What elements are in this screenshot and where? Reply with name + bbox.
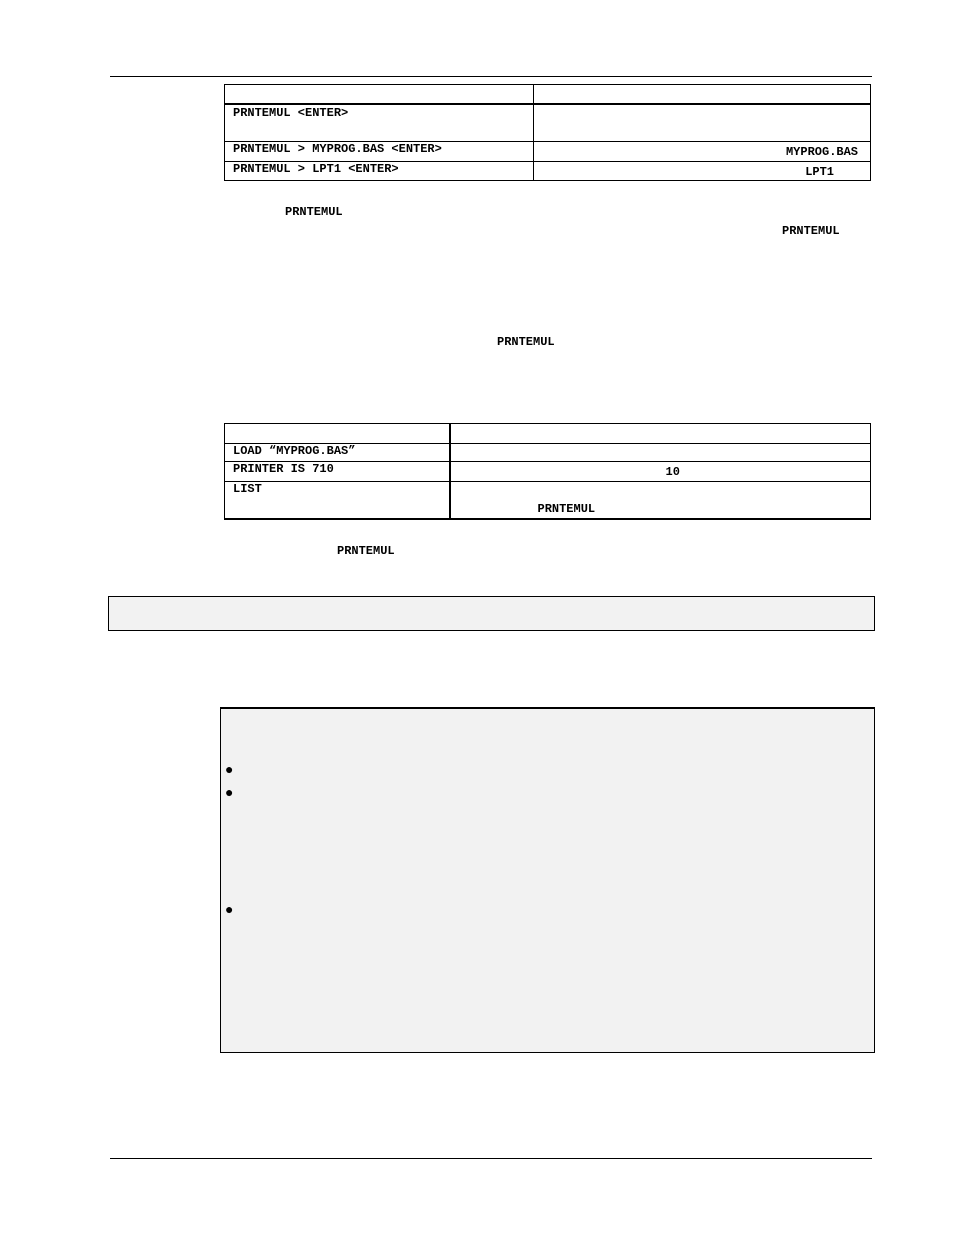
bullet-icon: ●: [225, 901, 234, 917]
inline-code-ref: PRNTEMUL: [285, 205, 343, 219]
header-cell: [534, 85, 871, 105]
header-cell: [225, 424, 450, 444]
table-row: [225, 444, 871, 462]
bullet-icon: ●: [225, 761, 234, 777]
table-row: [225, 161, 871, 180]
statement-table: [224, 423, 871, 520]
header-cell: [450, 424, 871, 444]
bullet-icon: ●: [225, 784, 234, 800]
result-cell: PRNTEMUL: [450, 482, 871, 519]
result-cell: MYPROG.BAS: [534, 141, 871, 161]
table-header-row: [225, 424, 871, 444]
table-row: [225, 104, 871, 141]
note-box: [220, 707, 875, 1053]
section-heading-bar: [108, 596, 875, 631]
table-row: [225, 482, 871, 519]
statement-cell: LIST: [225, 482, 450, 519]
command-cell: PRNTEMUL <ENTER>: [225, 104, 534, 141]
inline-code-ref: PRNTEMUL: [497, 335, 555, 349]
result-cell: [450, 444, 871, 462]
footer-rule: [110, 1158, 872, 1159]
result-cell: [534, 104, 871, 141]
result-cell: 10: [450, 462, 871, 482]
command-cell: PRNTEMUL > LPT1 <ENTER>: [225, 161, 534, 180]
table-row: [225, 141, 871, 161]
table-row: [225, 462, 871, 482]
command-table: [224, 84, 871, 181]
table-header-row: [225, 85, 871, 105]
statement-cell: LOAD “MYPROG.BAS”: [225, 444, 450, 462]
header-rule: [110, 76, 872, 77]
header-cell: [225, 85, 534, 105]
statement-cell: PRINTER IS 710: [225, 462, 450, 482]
inline-code-ref: PRNTEMUL: [337, 544, 395, 558]
command-cell: PRNTEMUL > MYPROG.BAS <ENTER>: [225, 141, 534, 161]
inline-code-ref: PRNTEMUL: [782, 224, 840, 238]
result-cell: LPT1: [534, 161, 871, 180]
